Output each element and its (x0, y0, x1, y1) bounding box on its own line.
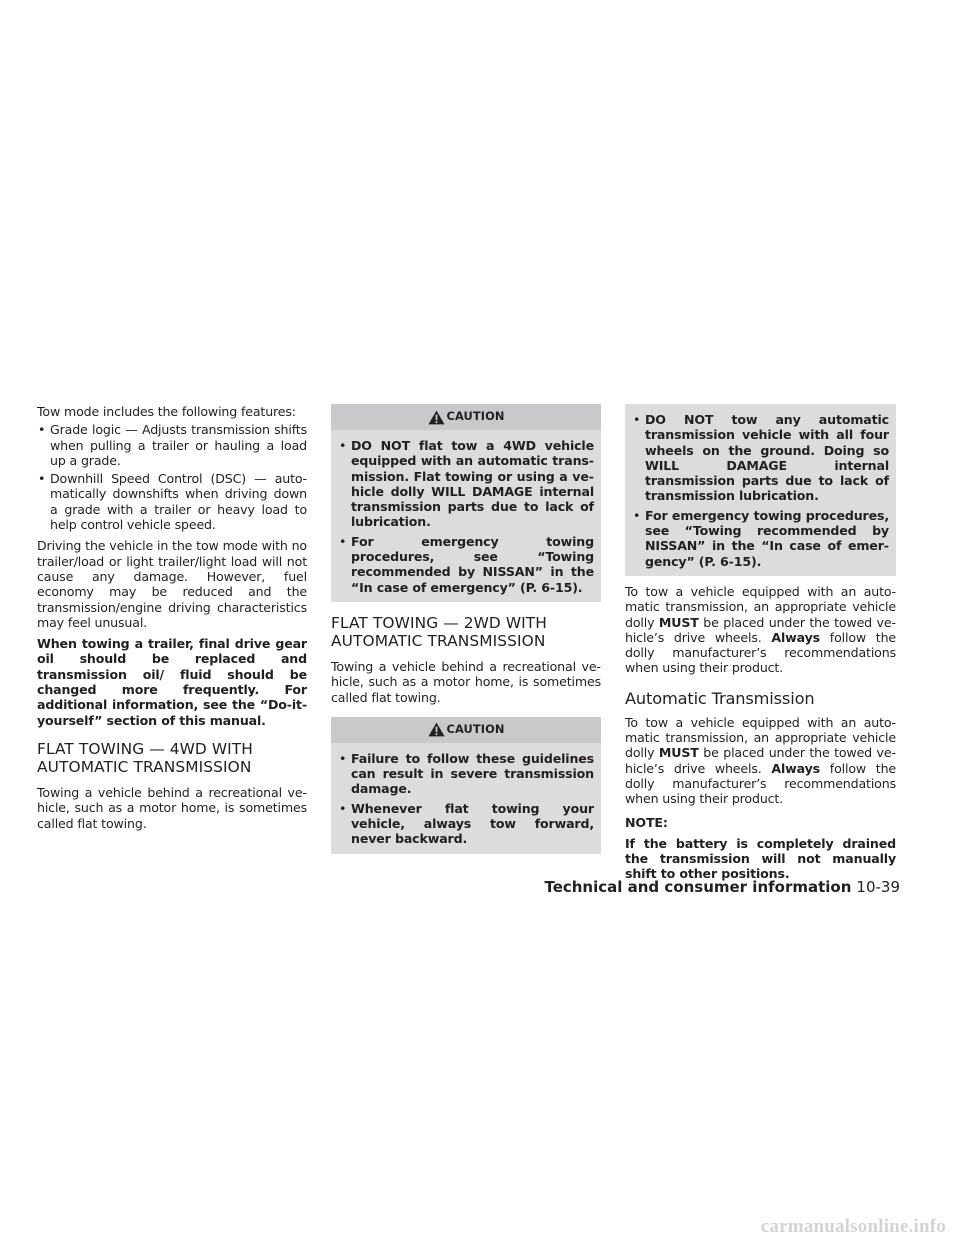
section-heading-4wd-line1: FLAT TOWING — 4WD WITH (37, 739, 253, 758)
section-heading-4wd (37, 740, 307, 777)
caution-item: • For emergency towing procedures, see “Towing recommended by NISSAN” in the “In case of emergency” (P. 6-15). (338, 534, 594, 595)
caution-header (331, 717, 601, 743)
watermark: carmanualsonline.info (760, 1216, 946, 1237)
note-label: NOTE: (625, 814, 668, 830)
flat-towing-4wd-paragraph: Towing a vehicle behind a recreational vehicle, such as a motor home, is sometimes called flat towing. (37, 784, 307, 831)
caution-list (625, 404, 896, 576)
list-item: • Downhill Speed Control (DSC) — automatically downshifts when driving down a grade with a trailer or heavy load to help control vehicle speed. (37, 471, 307, 532)
caution-item: • DO NOT tow any automatic transmission vehicle with all four wheels on the ground. Doing so WILL DAMAGE internal transmission parts due to lack of transmission lubrication. (632, 412, 889, 504)
caution-box-continued (625, 404, 896, 576)
caution-header (331, 404, 601, 430)
tow-mode-intro: Tow mode includes the following features: (37, 404, 296, 419)
section-heading-2wd-line2: AUTOMATIC TRANSMISSION (331, 632, 546, 651)
section-heading-2wd (331, 614, 601, 651)
caution-item: • DO NOT flat tow a 4WD vehicle equipped with an automatic transmission. Flat towing or using a vehicle dolly WILL DAMAGE internal transmission parts due to lack of lubrication. (338, 438, 594, 530)
caution-item: • Whenever flat towing your vehicle, always tow forward, never backward. (338, 801, 594, 847)
dolly-paragraph-1: To tow a vehicle equipped with an automatic transmission, an appropriate vehicle dolly MUST be placed under the towed vehicle’s drive wheels. Always follow the dolly manufacturer’s recommendations when using their product. (625, 583, 897, 676)
column-2 (331, 404, 601, 862)
emphasis-must: MUST (658, 614, 699, 630)
caution-label: CAUTION (446, 722, 505, 737)
flat-towing-2wd-paragraph: Towing a vehicle behind a recreational vehicle, such as a motor home, is sometimes called flat towing. (331, 658, 601, 705)
page-footer (544, 878, 900, 896)
emphasis-must: MUST (658, 745, 699, 761)
column-1 (37, 404, 307, 837)
caution-triangle-icon (428, 410, 445, 425)
caution-triangle-icon (428, 722, 445, 737)
towing-oil-warning: When towing a trailer, final drive gear oil should be replaced and transmission oil/ fluid should be changed more frequently. For additional information, see the “Do-it-yourself” section of this manual. (37, 636, 307, 728)
tow-mode-paragraph: Driving the vehicle in the tow mode with no trailer/load or light trailer/light load will not cause any damage. However, fuel economy may be reduced and the transmission/engine driving characteristics may feel unusual. (37, 538, 307, 630)
footer-section-title: Technical and consumer information (544, 878, 852, 896)
dolly-paragraph-2: To tow a vehicle equipped with an automatic transmission, an appropriate vehicle dolly MUST be placed under the towed vehicle’s drive wheels. Always follow the dolly manufacturer’s recommendations when using their product. (625, 714, 897, 807)
emphasis-always: Always (771, 760, 821, 776)
column-3 (625, 404, 896, 888)
caution-box-4wd (331, 404, 601, 602)
section-heading-2wd-line1: FLAT TOWING — 2WD WITH (331, 613, 547, 632)
caution-item: • Failure to follow these guidelines can result in severe transmission damage. (338, 751, 594, 797)
caution-list (331, 430, 601, 602)
caution-list (331, 743, 601, 854)
note-text: If the battery is completely drained the transmission will not manually shift to other positions. (625, 835, 896, 882)
emphasis-always: Always (771, 629, 821, 645)
caution-item: • For emergency towing procedures, see “Towing recommended by NISSAN” in the “In case of emergency” (P. 6-15). (632, 508, 889, 569)
section-heading-4wd-line2: AUTOMATIC TRANSMISSION (37, 758, 252, 777)
caution-label: CAUTION (446, 409, 505, 424)
page-number: 10-39 (856, 878, 900, 896)
tow-mode-features (37, 422, 307, 532)
subheading-automatic-transmission: Automatic Transmission (625, 688, 815, 708)
caution-box-2wd (331, 717, 601, 854)
list-item: • Grade logic — Adjusts transmission shifts when pulling a trailer or hauling a load up a grade. (37, 422, 307, 468)
